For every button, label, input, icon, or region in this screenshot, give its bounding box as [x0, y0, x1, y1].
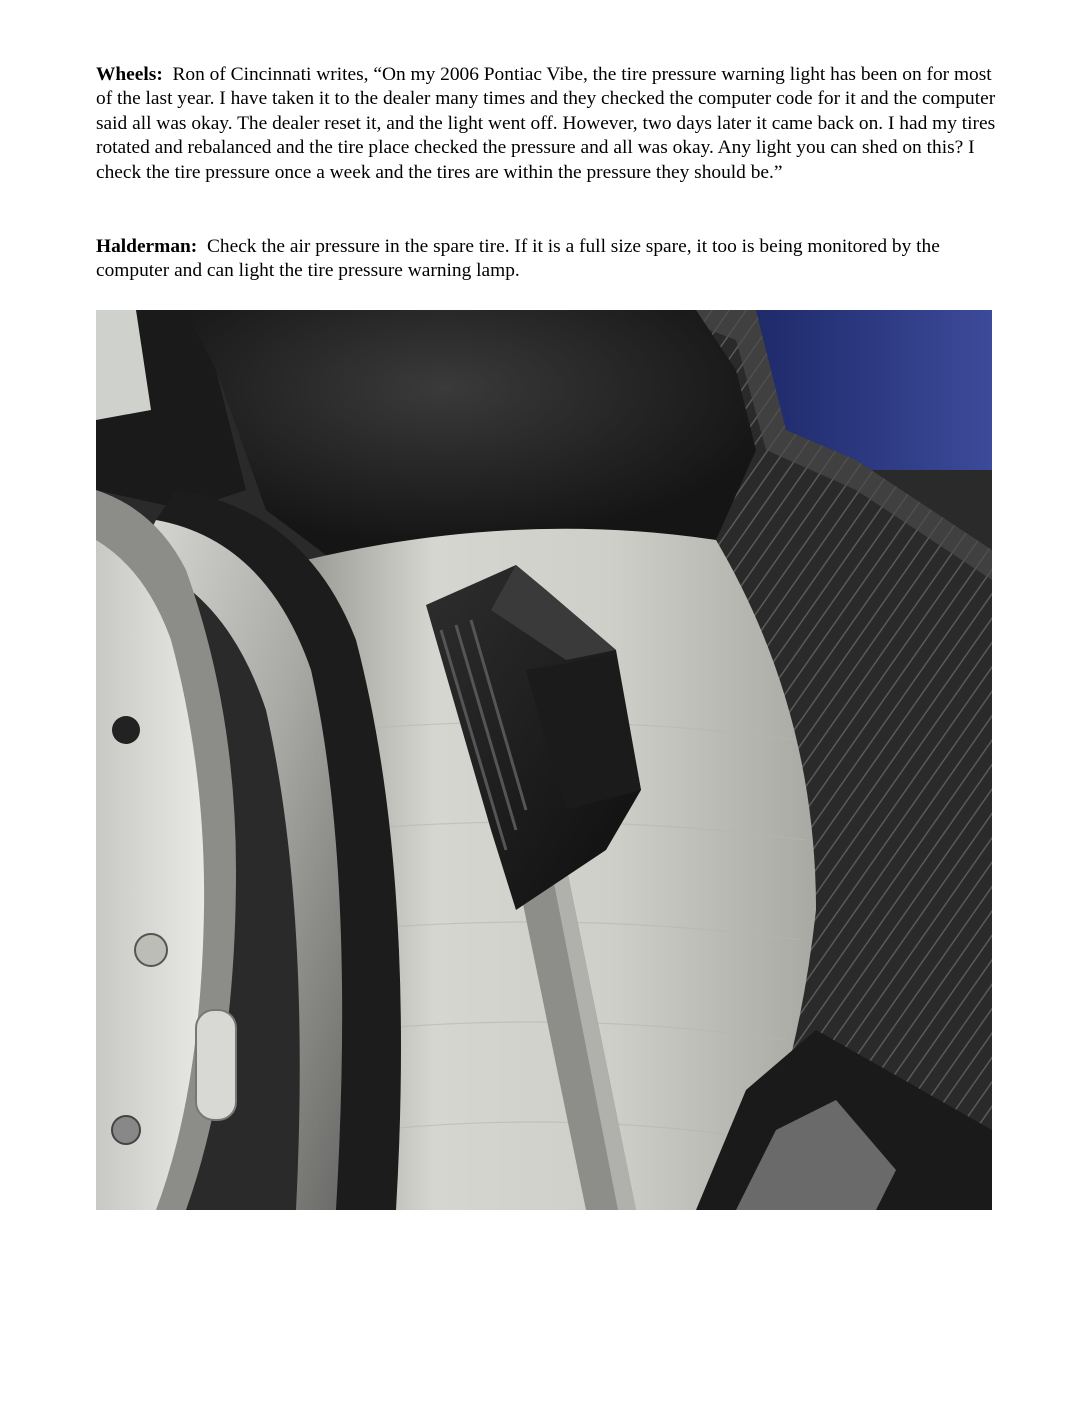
tire-sensor-photo [96, 310, 992, 1210]
lug-nut [112, 716, 140, 744]
tire-sensor-illustration [96, 310, 992, 1210]
paragraph-lead: Halderman: [96, 236, 198, 257]
question-paragraph [96, 63, 996, 185]
paragraph-text: Ron of Cincinnati writes, “On my 2006 Pontiac Vibe, the tire pressure warning light has been on for most of the last year. I have taken it to the dealer many times and they checked the computer code for it and the computer said all was okay. The dealer reset it, and the light went off. However, two days later it came back on. I had my tires rotated and rebalanced and the tire place checked the pressure and all was okay. Any light you can shed on this? I check the tire pressure once a week and the tires are within the pressure they should be.” [96, 64, 996, 183]
answer-paragraph [96, 235, 996, 284]
paragraph-lead: Wheels: [96, 64, 163, 85]
paragraph-text: Check the air pressure in the spare tire. If it is a full size spare, it too is being monitored by the computer and can light the tire pressure warning lamp. [96, 236, 940, 282]
